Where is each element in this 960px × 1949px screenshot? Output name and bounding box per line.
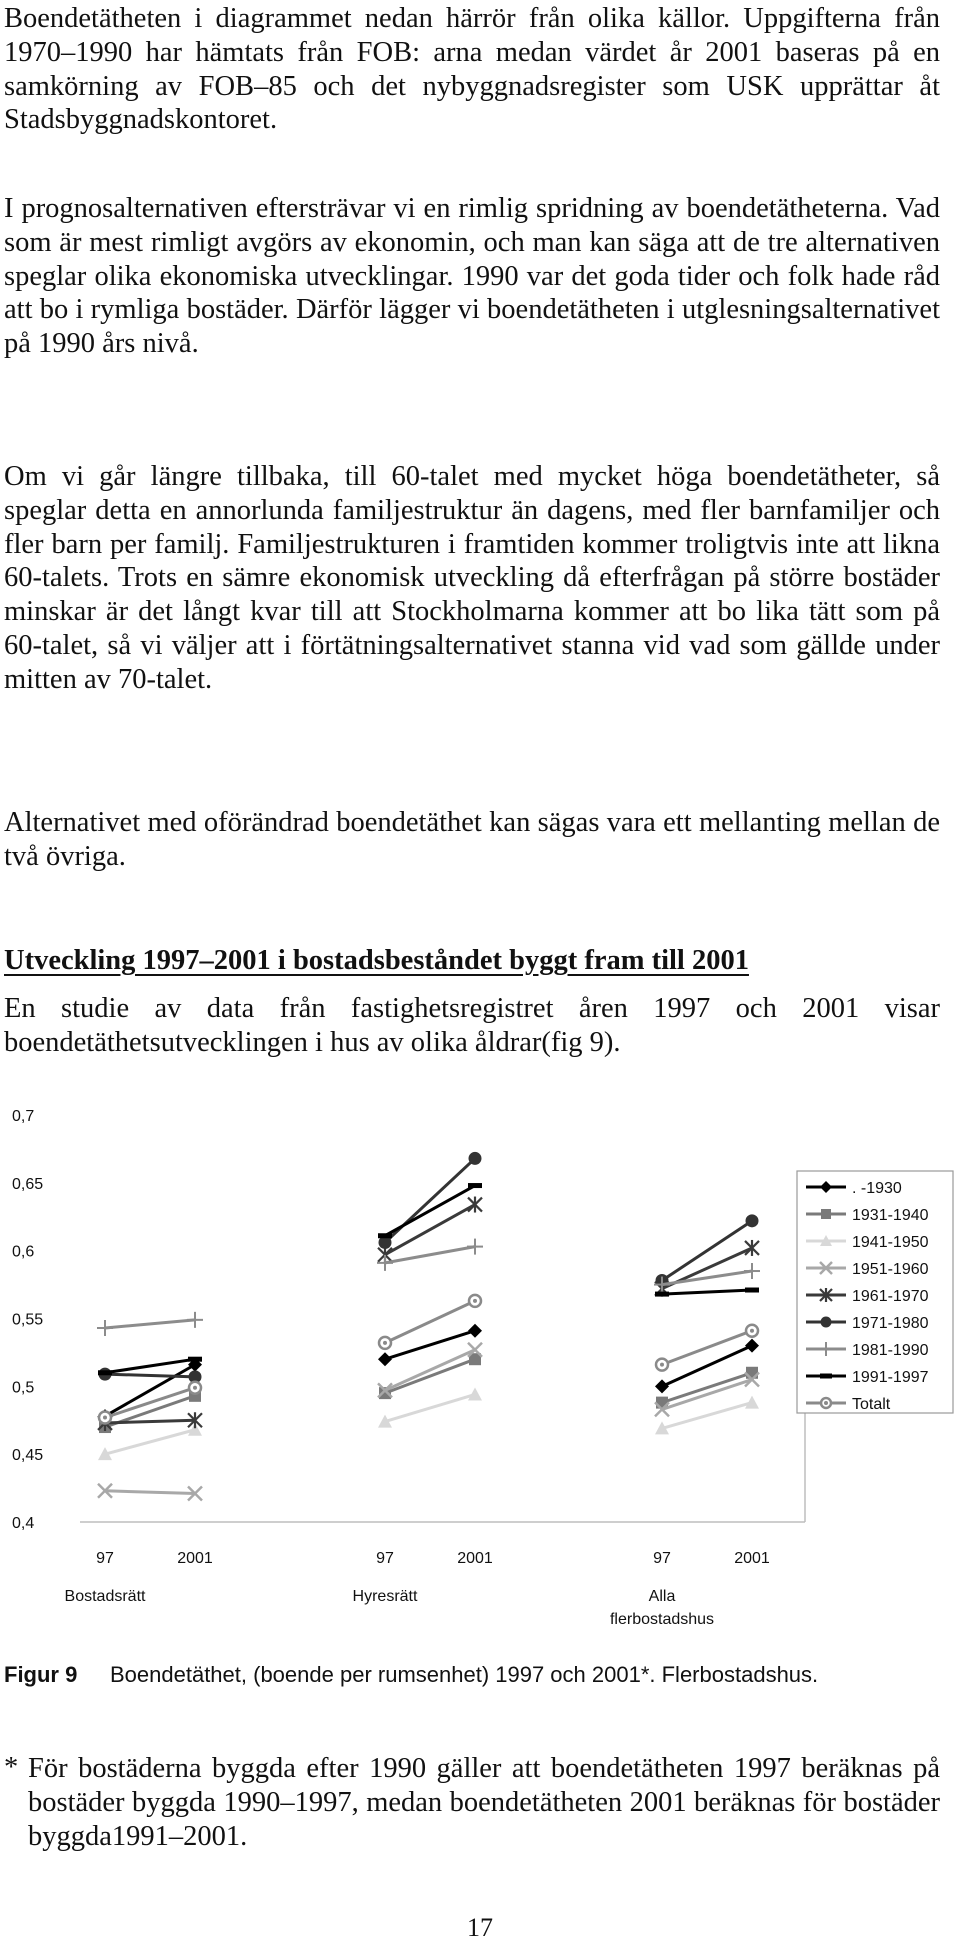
data-point [97,1320,113,1336]
group-label: Bostadsrätt [64,1588,146,1605]
data-point [467,1239,483,1255]
legend-label: Totalt [852,1396,891,1413]
data-point [468,1197,482,1213]
data-point [378,1233,392,1238]
data-point [379,1337,391,1349]
x-axis [65,1550,770,1628]
group-label: flerbostadshus [609,1611,715,1628]
y-tick-label: 0,45 [12,1447,44,1465]
data-point [469,1152,482,1165]
series-line [385,1301,475,1343]
data-point [187,1312,203,1328]
data-point [468,1324,482,1338]
footnote-marker: * [4,1752,19,1783]
series-line [105,1430,195,1454]
data-point [746,1325,758,1337]
legend-label: 1971-1980 [852,1315,929,1332]
data-point [821,1317,832,1328]
data-point [745,1396,759,1409]
y-tick-label: 0,4 [12,1515,35,1532]
x-tick-label: 97 [376,1550,394,1567]
section-heading: Utveckling 1997–2001 i bostadsbeståndet byggt fram till 2001 [4,945,749,976]
series-line [662,1373,752,1403]
series-line [385,1247,475,1263]
series-line [385,1359,475,1393]
legend-label: 1961-1970 [852,1288,929,1305]
y-tick-label: 0,6 [12,1243,35,1261]
data-point [98,1370,112,1375]
series-1971-1980 [99,1152,759,1383]
paragraph-sixties-comparison: Om vi går längre tillbaka, till 60-talet med mycket höga boendetätheter, så speglar detta en annorlunda familjestruktur än dagens, med fler barnfamiljer och fler barn per familj. Familjestrukturen i framtiden kommer troligtvis inte att likna 60-talets. Trots en sämre ekonomisk utveckling då efterfrågan på större bostäder minskar är det långt kvar till att Stockholmarna kommer att bo lika tätt som på 60-talet, så vi väljer att i förtätningsalternativet stanna vid vad som gällde under mitten av 70-talet. [4,461,940,695]
series-line [662,1346,752,1387]
data-point [745,1240,759,1256]
data-point [189,1382,201,1394]
y-tick-label: 0,5 [12,1379,35,1397]
data-point [468,1387,482,1400]
series-line [105,1365,195,1417]
footnote-text: För bostäderna byggda efter 1990 gäller att boendetätheten 1997 beräknas på bostäder byggda 1990–1997, medan boendetätheten 2001 beräknas för bostäder byggda1991–2001. [28,1753,940,1852]
figure-label: Figur 9 [4,1662,78,1687]
y-tick-label: 0,55 [12,1311,44,1329]
y-axis [12,1108,43,1532]
paragraph-source-note: Boendetätheten i diagrammet nedan härrör från olika källor. Uppgifterna från 1970–1990 har hämtats från FOB: arna medan värdet år 2001 baseras på en samkörning av FOB–85 och det nybyggnadsregister som USK upprättar åt Stadsbyggnadskontoret. [4,3,940,136]
data-point [821,1398,831,1408]
series-line [385,1394,475,1421]
x-tick-label: 97 [96,1550,114,1567]
figure-caption: Boendetäthet, (boende per rumsenhet) 1997 och 2001*. Flerbostadshus. [110,1662,819,1687]
data-point [821,1209,831,1219]
data-point [469,1295,481,1307]
data-point [378,1352,392,1366]
series-layer [97,1152,760,1501]
x-tick-label: 97 [653,1550,671,1567]
data-point [655,1292,669,1297]
x-tick-label: 2001 [177,1550,213,1567]
group-label: Alla [648,1588,676,1605]
data-point [820,1374,832,1379]
data-point [746,1214,759,1227]
legend-label: . -1930 [852,1180,902,1197]
series-line [105,1388,195,1418]
paragraph-prognosis-alternatives: I prognosalternativen eftersträvar vi en rimlig spridning av boendetätheterna. Vad som är mest rimligt avgörs av ekonomin, och man kan säga att de tre alternativen speglar olika ekonomiska utvecklingar. 1990 var det goda tider och folk hade råd att bo i rymliga bostäder. Därför lägger vi boendetätheten i utglesningsalternativet på 1990 års nivå. [4,193,940,360]
series-line [105,1374,195,1377]
legend-label: 1951-1960 [852,1261,929,1278]
series-line [662,1331,752,1365]
data-point [745,1288,759,1293]
series-line [105,1420,195,1423]
y-tick-label: 0,65 [12,1175,44,1193]
legend-label: 1931-1940 [852,1207,929,1224]
density-line-chart [0,1095,960,1635]
data-point [656,1359,668,1371]
paragraph-study-intro: En studie av data från fastighetsregistret åren 1997 och 2001 visar boendetäthetsutvecklingen i hus av olika åldrar(fig 9). [4,993,940,1058]
legend-label: 1991-1997 [852,1369,929,1386]
data-point [745,1339,759,1353]
legend-label: 1941-1950 [852,1234,929,1251]
series-line [662,1290,752,1294]
x-tick-label: 2001 [734,1550,770,1567]
data-point [99,1412,111,1424]
y-tick-label: 0,7 [12,1108,35,1125]
group-label: Hyresrätt [352,1588,418,1605]
paragraph-unchanged-alternative: Alternativet med oförändrad boendetäthet kan sägas vara ett mellanting mellan de två övriga. [4,807,940,872]
data-point [377,1255,393,1271]
series-line [105,1320,195,1328]
data-point [188,1357,202,1362]
data-point [744,1263,760,1279]
data-point [655,1379,669,1393]
data-point [468,1183,482,1188]
chart-legend [797,1171,953,1413]
series-line [105,1491,195,1494]
page-number: 17 [467,1913,493,1942]
x-tick-label: 2001 [457,1550,493,1567]
legend-label: 1981-1990 [852,1342,929,1359]
